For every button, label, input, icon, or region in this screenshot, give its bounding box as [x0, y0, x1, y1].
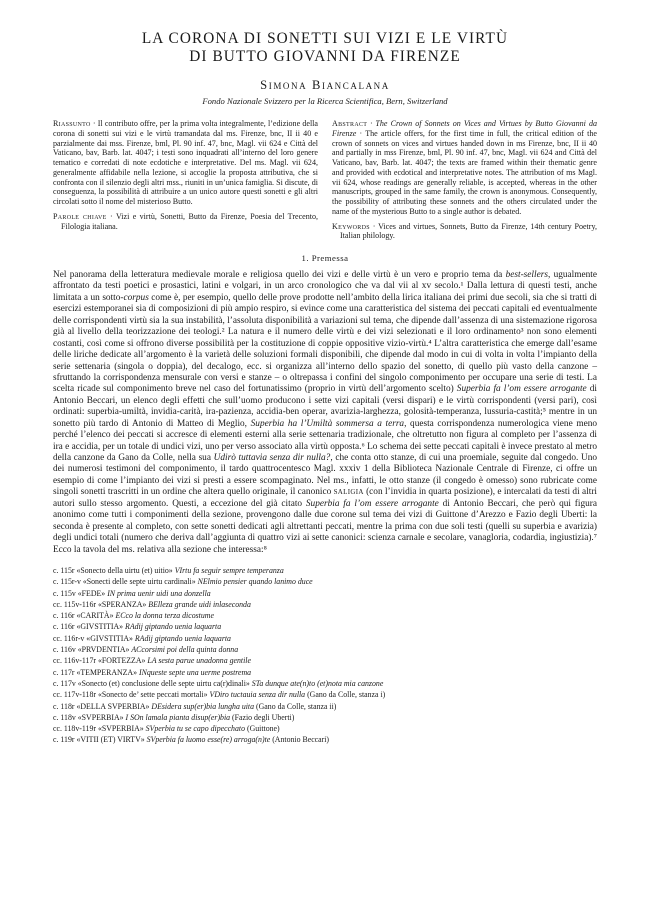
table-row	[53, 576, 597, 587]
keywords-it-text: · Vizi e virtù, Sonetti, Butto da Firenze, Poesia del Trecento, Filologia italiana.	[61, 211, 319, 231]
abstract-en-heading: Abstract	[332, 119, 368, 128]
table-row	[53, 689, 597, 700]
folio-rubric: c. 119r «VITII (ET) VIRTV»	[53, 735, 147, 745]
abstract-it-heading: Riassunto	[53, 119, 91, 128]
body-italic-run: corpus	[123, 292, 149, 303]
folio-rubric: cc. 117v-118r «Sonecto de’ sette peccati mortali»	[53, 690, 210, 700]
keywords-en-heading: Keywords	[332, 221, 370, 231]
incipit: RAdij giptando uenia laquarta	[134, 633, 231, 643]
table-row	[53, 723, 597, 734]
section-heading-text: 1. Premessa	[301, 253, 349, 263]
folio-rubric: c. 118r «DELLA SVPERBIA»	[53, 701, 152, 711]
incipit: I SOn lamala pianta disup(er)bia	[125, 712, 231, 722]
body-run: , questa corrispondenza numerologica viene meno perché l’elenco dei peccati si accresce di elementi esterni alla serie settenaria tradizionale, che oltretutto non figura al completo per l’assenza di ira e accidia, per un totale di undici vizi, uno per verso associato alla virtù opposta.⁶ Lo schema dei sette peccati capitali è invece prestato al metro della canzone da Gano da Colle, nella sua	[53, 418, 597, 463]
body-italic-run: Udirò tuttavia senza dir nulla?	[213, 453, 331, 463]
incipit: IN prima uenir uidi una donzella	[107, 588, 211, 598]
folio-rubric: c. 116r «CARITÀ»	[53, 611, 116, 621]
incipit: ACcorsimi poi della quinta donna	[131, 645, 239, 655]
incipit: ECco la donna terza dicostume	[115, 611, 214, 621]
incipit: VDiro tuctauia senza dir nulla	[209, 690, 306, 700]
table-row	[53, 644, 597, 655]
manuscript-table	[53, 565, 597, 746]
table-row	[53, 655, 597, 666]
incipit: BElleza grande uidi inlaseconda	[148, 599, 251, 609]
table-row	[53, 667, 597, 678]
body-paragraph	[53, 270, 597, 556]
incipit: RAdij giptando uenia laquarta	[125, 622, 222, 632]
body-run: di Antonio Beccari, un elenco degli effetti che sull’uomo producono i sette vizi capitali (versi dispari) e le virtù corrispondenti (versi pari), così ordinati: superbia-umiltà, invidia-carità, ira-pazienza, accidia-ben operar, avarizia-larghezza, golosità-temperanza, lussuria-castità;⁵ mentre in un sonetto più tardo di Antonio di Matteo di Meglio,	[53, 384, 597, 429]
body-text	[53, 270, 597, 556]
table-row	[53, 621, 597, 632]
abstract-english	[332, 119, 597, 241]
incipit: SVperbia tu se capo dipecchato	[145, 724, 246, 734]
abstract-en-title: · The Crown of Sonnets on Vices and Virtues by Butto Giovanni da Firenze	[332, 119, 597, 138]
author-note: (Guittone)	[245, 724, 280, 734]
folio-rubric: cc. 116r-v «GIVSTITIA»	[53, 633, 135, 643]
table-row	[53, 633, 597, 644]
author-name: Simona Biancalana	[260, 78, 390, 92]
section-heading	[53, 253, 597, 264]
paper-title	[53, 30, 597, 66]
author-affiliation: Fondo Nazionale Svizzero per la Ricerca Scientifica, Bern, Switzerland	[202, 96, 448, 106]
body-run: (con l’invidia in quarta posizione), e intercalati da testi di altri autori sullo stesso argomento. Questi, a eccezione del già citato	[53, 487, 597, 509]
incipit: STa dunque ate(n)to (et)nota mia canzone	[251, 678, 384, 688]
folio-rubric: c. 116r «GIVSTITIA»	[53, 622, 126, 632]
body-run: Nel panorama della letteratura medievale morale e religiosa quello dei vizi e delle virtù è un vero e proprio tema da	[53, 270, 506, 280]
author-note: (Gano da Colle, stanza i)	[305, 690, 386, 700]
body-run: , che conta otto stanze, di cui una proemiale, seguite dal congedo. Uno dei numerosi testimoni del componimento, il tardo quattrocentesco Magl. xxxiv 1 della Biblioteca Nazionale Centrale di Firenze, ci offre un esempio di come l’impianto dei vizi si presti a essere scompaginato. Nel ms., infatti, le otto stanze (il congedo è omesso) sono rubricate come singoli sonetti trascritti in un ordine che altera quello originale, il canonico	[53, 453, 597, 498]
folio-rubric: cc. 115v-116r «SPERANZA»	[53, 599, 149, 609]
folio-rubric: cc. 118v-119r «SVPERBIA»	[53, 724, 146, 734]
incipit: NElmio pensier quando lanimo duce	[197, 577, 313, 587]
folio-rubric: c. 117v «Sonecto (et) conclusione delle septe uirtu ca(r)dinali»	[53, 678, 252, 688]
author-note: (Gano da Colle, stanza ii)	[254, 701, 337, 711]
folio-rubric: cc. 116v-117r «FORTEZZA»	[53, 656, 148, 666]
table-row	[53, 610, 597, 621]
folio-rubric: c. 115r-v «Sonecti delle septe uirtu cardinali»	[53, 577, 198, 587]
body-italic-run: best-sellers	[505, 270, 548, 280]
body-italic-run: Superbia fa l’om essere arrogante	[305, 498, 439, 509]
abstracts	[53, 119, 597, 241]
title-line-1: LA CORONA DI SONETTI SUI VIZI E LE VIRTÙ	[141, 30, 509, 47]
incipit: INqueste septe una uerme postrema	[138, 667, 252, 677]
body-run: come è, per esempio, quello delle prove prodotte nell’ambito della lirica italiana dei primi due secoli, sia che si tratti di esercizi estemporanei sia di composizioni di più ampio respiro, si evince come una caratteristica del sistema dei peccati capitali ed eventualmente delle corrispondenti virtù sia la sua instabilità, l’assoluta disponibilità a variazioni sul tema, che dipende dall’assenza di una sistemazione rigorosa già al livello della teorizzazione dei teologi.² La natura e il numero delle virtù e dei vizi selezionati e il loro ordinamento³ non sono elementi costanti, così come si offrono diverse possibilità per la costituzione di coppie oppositive vizio-virtù.⁴ L’altra caratteristica che emerge dall’esame delle liriche dedicate all’argomento è la varietà delle soluzioni formali disponibili, che dipende dal modo in cui di volta in volta l’impianto della serie settenaria (singola o doppia), del decalogo, ecc. si organizza all’interno dello spazio del sonetto, di quello più vasto della canzone – sfruttando la corrispondenza mensurale con versi e stanze – o oltrepassa i confini del singolo componimento per occupare una serie di testi. La scelta ricade sul componimento breve nel caso del fortunatissimo (proprio in virtù dell’argomento scelto)	[53, 292, 597, 395]
folio-rubric: c. 115v «FEDE»	[53, 588, 108, 598]
body-italic-run: Superbia fa l’om essere arrogante	[456, 384, 587, 395]
folio-rubric: c. 117r «TEMPERANZA»	[53, 667, 139, 677]
body-run: , ugualmente affrontato da testi poetici e prosastici, latini e volgari, in un arco cronologico che va dal vii al xv secolo.¹ Dalla lettura di questi testi, anche limitata a un sotto-	[53, 270, 597, 303]
table-row	[53, 588, 597, 599]
body-italic-run: Superbia ha l’Umiltà sommersa a terra	[250, 418, 405, 429]
abstract-en-text: · The article offers, for the first time in full, the critical edition of the crown of sonnets on vices and virtues handed down in ms Firenze, bnc, II ii 40 and partially in mss Firenze, bml, Pl. 90 inf. 47, bnc, Magl. vii 624 and Città del Vaticano, bav, Barb. lat. 4047; the texts are framed within their thematic genre and provided with ecdotical and interpretative notes. The attribution of ms Magl. vii 624, whose readings are generally reliable, is accepted, whereas in the other manuscripts, grouped in the same family, the crown is anonymous. Consequently, the possibility of attributing these sonnets and the others circulated under the name of the mysterious Butto to a single author is debated.	[332, 128, 597, 216]
author-note: (Antonio Beccari)	[270, 735, 330, 745]
table-row	[53, 712, 597, 723]
table-row	[53, 599, 597, 610]
incipit: DEsidera sup(er)bia lungha uita	[151, 701, 255, 711]
paper-page	[53, 30, 597, 746]
table-row	[53, 678, 597, 689]
keywords-it-heading: Parole chiave	[53, 211, 107, 221]
folio-rubric: c. 116v «PRVDENTIA»	[53, 645, 132, 655]
incipit: VIrtu fa seguir sempre temperanza	[174, 565, 284, 575]
table-row	[53, 565, 597, 576]
author-note: (Fazio degli Uberti)	[230, 712, 295, 722]
folio-rubric: c. 118v «SVPERBIA»	[53, 712, 126, 722]
table-row	[53, 701, 597, 712]
keywords-en-text: · Vices and virtues, Sonnets, Butto da Firenze, 14th century Poetry, Italian philology.	[340, 221, 597, 241]
title-line-2: DI BUTTO GIOVANNI DA FIRENZE	[189, 48, 461, 65]
table-row	[53, 734, 597, 745]
folio-rubric: c. 115r «Sonecto della uirtu (et) uitio»	[53, 565, 175, 575]
abstract-it-text: · Il contributo offre, per la prima volta integralmente, l’edizione della corona di sonetti sui vizi e le virtù tramandata dal ms. Firenze, bnc, II ii 40 e parzialmente dai mss. Firenze, bml, Pl. 90 inf. 47, bnc, Magl. vii 624 e Città del Vaticano, bav, Barb. lat. 4047; i testi sono inquadrati all’interno del loro genere tematico e corredati di note ecdotiche e interpretative. Del ms. Magl. vii 624, generalmente affidabile nella lezione, si accoglie la proposta attributiva, che si confronta con il silenzio degli altri mss., riuniti in un’unica famiglia. Si discute, di conseguenza, la possibilità di attribuire a un unico autore questi sonetti e gli altri circolati sotto il nome del misterioso Butto.	[53, 119, 318, 206]
body-run: di Antonio Beccari, che però qui figura anonimo come tutti i componimenti della sezione, provengono dalle due corone sul tema dei vizi di Guittone d’Arezzo e Fazio degli Uberti: la seconda è presente al completo, con sette sonetti dedicati agli altrettanti peccati, mentre la prima con due soli testi (quelli su superbia e avarizia) degli undici totali (numero che deriva dall’aggiunta di quattro vizi ai sette canonici: scienza carnale e secolare, vanagloria, codardia, ingiustizia).⁷ Ecco la tavola del ms. relativa alla sezione che interessa:⁸	[53, 498, 597, 555]
body-smallcaps-run: saligia	[333, 487, 364, 498]
incipit: LA sesta parue unadonna gentile	[147, 656, 251, 666]
incipit: SVperbia fa luomo esse(re) arroga(n)te	[146, 735, 271, 745]
abstract-italian	[53, 119, 318, 241]
